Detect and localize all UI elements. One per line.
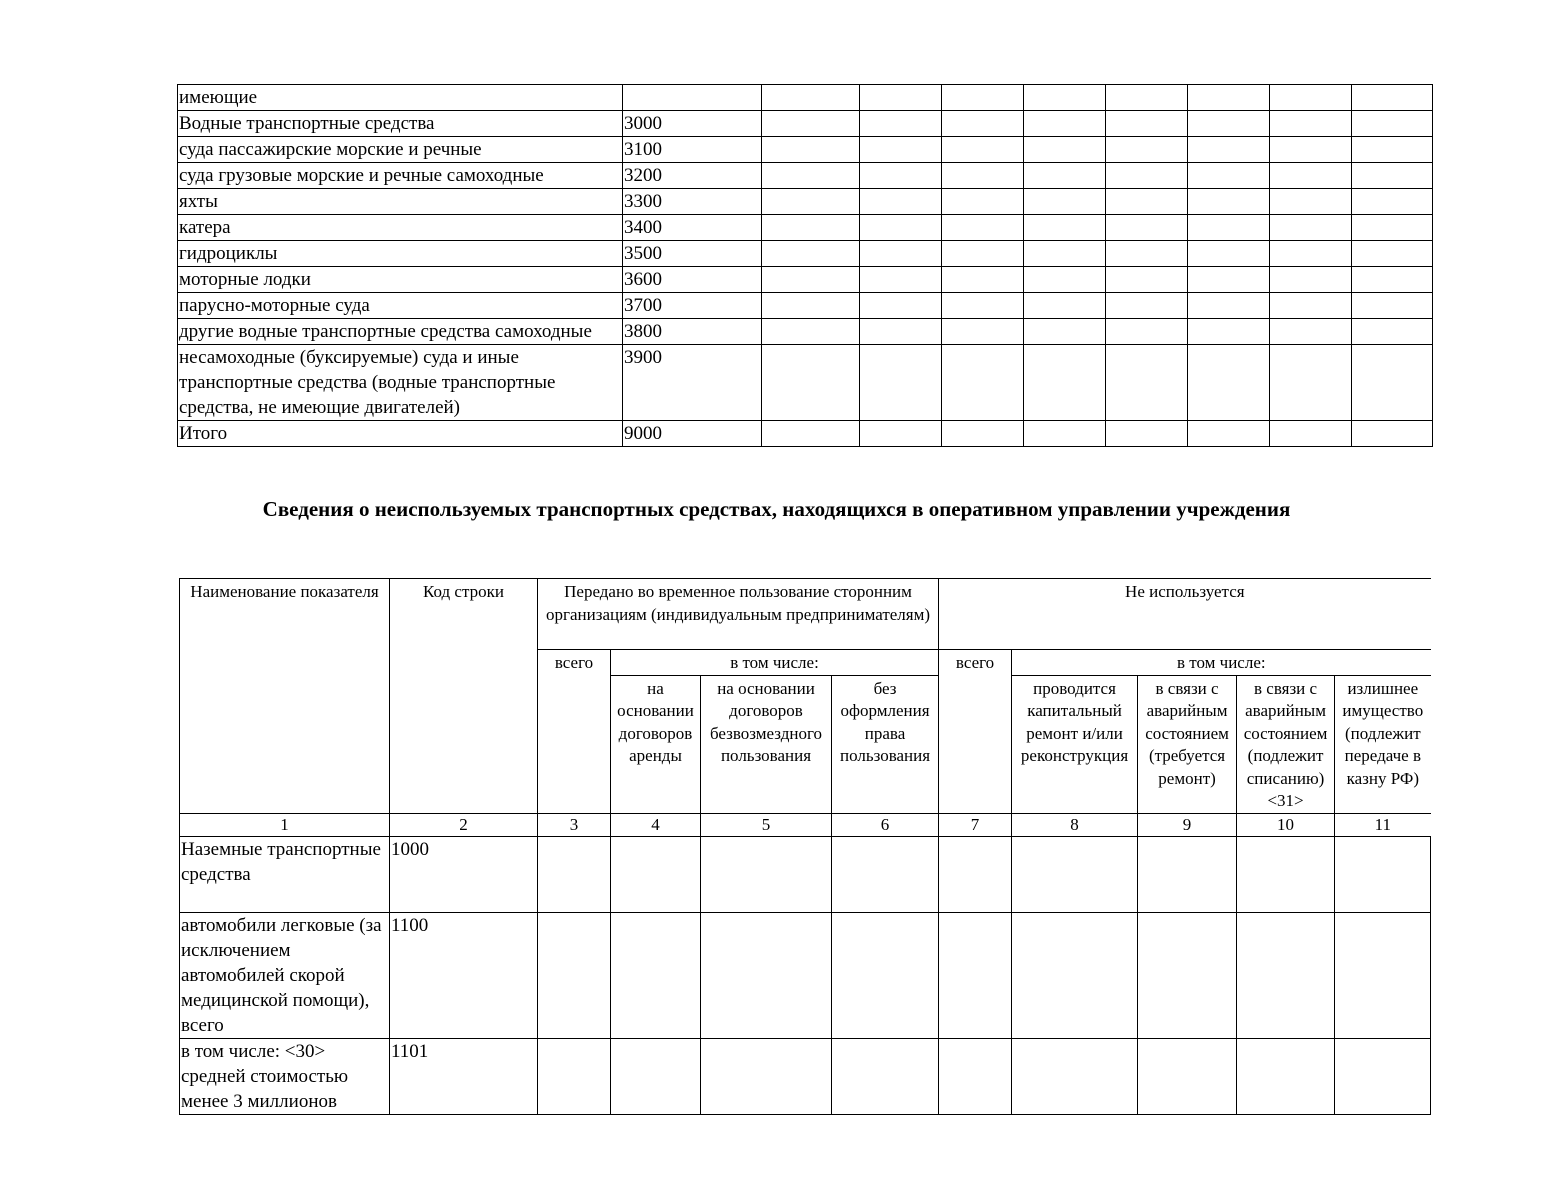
data-cell [611,912,701,1038]
data-cell [1188,319,1270,345]
data-cell [1024,189,1106,215]
data-cell [1024,215,1106,241]
table-row [180,912,1431,1038]
data-cell [762,215,860,241]
data-cell [939,1038,1012,1114]
data-cell [1024,319,1106,345]
data-cell [1012,912,1138,1038]
row-name: Водные транспортные средства [178,111,623,137]
data-cell [762,319,860,345]
data-cell [1270,111,1352,137]
data-cell [762,241,860,267]
data-cell [1106,137,1188,163]
row-code: 3600 [623,267,762,293]
data-cell [1270,293,1352,319]
data-cell [860,85,942,111]
row-name: гидроциклы [178,241,623,267]
header-no-rights: без оформления права пользования [832,675,939,813]
data-cell [762,421,860,447]
data-cell [1106,319,1188,345]
header-free-use: на основании договоров безвозмездного пользования [701,675,832,813]
column-number: 9 [1138,813,1237,836]
data-cell [860,111,942,137]
data-cell [1024,241,1106,267]
data-cell [1270,421,1352,447]
column-number: 2 [390,813,538,836]
data-cell [832,836,939,912]
header-lease: на основании договоров аренды [611,675,701,813]
data-cell [860,421,942,447]
data-cell [701,836,832,912]
data-cell [1106,241,1188,267]
data-cell [762,111,860,137]
data-cell [860,215,942,241]
section-title: Сведения о неиспользуемых транспортных средствах, находящихся в оперативном управлении учреждения [262,497,1291,521]
data-cell [1188,163,1270,189]
data-cell [1270,215,1352,241]
data-cell [1106,163,1188,189]
data-cell [701,912,832,1038]
data-cell [942,137,1024,163]
data-cell [762,137,860,163]
data-cell [1138,836,1237,912]
row-name: несамоходные (буксируемые) суда и иные транспортные средства (водные транспортные средства, не имеющие двигателей) [178,345,623,421]
table-row [178,163,1433,189]
data-cell [1237,1038,1335,1114]
header-total: всего [538,650,611,814]
data-cell [1106,345,1188,421]
data-cell [1335,912,1431,1038]
table-row [178,215,1433,241]
data-cell [1270,241,1352,267]
row-name: суда пассажирские морские и речные [178,137,623,163]
data-cell [1106,111,1188,137]
row-name: в том числе: <30> средней стоимостью менее 3 миллионов [180,1038,390,1114]
data-cell [942,215,1024,241]
data-cell [832,1038,939,1114]
header-repair: проводится капитальный ремонт и/или реконструкция [1012,675,1138,813]
header-name: Наименование показателя [180,579,390,814]
data-cell [1106,293,1188,319]
data-cell [860,241,942,267]
table-row [178,319,1433,345]
row-code: 1100 [390,912,538,1038]
data-cell [1188,293,1270,319]
data-cell [1270,189,1352,215]
data-cell [1188,189,1270,215]
data-cell [832,912,939,1038]
data-cell [942,421,1024,447]
data-cell [860,319,942,345]
data-cell [1188,345,1270,421]
data-cell [860,189,942,215]
data-cell [1024,345,1106,421]
table-row [178,85,1433,111]
header-surplus: излишнее имущество (подлежит передаче в казну РФ) [1335,675,1431,813]
data-cell [1024,293,1106,319]
data-cell [1188,111,1270,137]
row-code: 3500 [623,241,762,267]
row-name: другие водные транспортные средства самоходные [178,319,623,345]
data-cell [1270,345,1352,421]
data-cell [942,163,1024,189]
data-cell [762,163,860,189]
table-row [178,111,1433,137]
data-cell [538,836,611,912]
table-row [180,836,1431,912]
data-cell [942,267,1024,293]
row-name: автомобили легковые (за исключением автомобилей скорой медицинской помощи), всего [180,912,390,1038]
data-cell [538,1038,611,1114]
header-including: в том числе: [611,650,939,676]
table-row [178,137,1433,163]
data-cell [1106,421,1188,447]
data-cell [1352,189,1433,215]
data-cell [1012,1038,1138,1114]
row-code: 9000 [623,421,762,447]
data-cell [1352,293,1433,319]
data-cell [611,1038,701,1114]
data-cell [701,1038,832,1114]
data-cell [762,267,860,293]
column-number: 8 [1012,813,1138,836]
data-cell [1188,241,1270,267]
data-cell [1352,137,1433,163]
column-number: 1 [180,813,390,836]
water-transport-table [177,84,1433,447]
data-cell [1237,912,1335,1038]
table-row [178,421,1433,447]
row-code: 3000 [623,111,762,137]
column-number: 5 [701,813,832,836]
data-cell [1024,421,1106,447]
data-cell [1335,836,1431,912]
row-code: 1101 [390,1038,538,1114]
row-code: 3700 [623,293,762,319]
row-name: парусно-моторные суда [178,293,623,319]
data-cell [1138,1038,1237,1114]
row-name: моторные лодки [178,267,623,293]
table-row [180,1038,1431,1114]
row-code [623,85,762,111]
data-cell [1352,267,1433,293]
data-cell [538,912,611,1038]
data-cell [939,912,1012,1038]
row-code: 3300 [623,189,762,215]
table-row [178,189,1433,215]
data-cell [1138,912,1237,1038]
table-row [178,345,1433,421]
column-number: 10 [1237,813,1335,836]
data-cell [942,189,1024,215]
data-cell [860,345,942,421]
data-cell [1335,1038,1431,1114]
header-row [180,579,1431,650]
data-cell [860,293,942,319]
data-cell [1352,345,1433,421]
row-name: яхты [178,189,623,215]
table-row [178,241,1433,267]
data-cell [762,85,860,111]
data-cell [939,836,1012,912]
unused-vehicles-table [179,578,1431,1115]
table-row [178,293,1433,319]
data-cell [1188,137,1270,163]
table-row [178,267,1433,293]
data-cell [1024,111,1106,137]
data-cell [1024,163,1106,189]
column-numbers-row [180,813,1431,836]
data-cell [1352,163,1433,189]
data-cell [942,345,1024,421]
data-cell [1237,836,1335,912]
data-cell [942,241,1024,267]
data-cell [611,836,701,912]
row-name: Итого [178,421,623,447]
header-code: Код строки [390,579,538,814]
header-including: в том числе: [1012,650,1431,676]
data-cell [1352,421,1433,447]
row-name: Наземные транспортные средства [180,836,390,912]
data-cell [1024,85,1106,111]
header-not-used: Не используется [939,579,1431,650]
column-number: 11 [1335,813,1431,836]
data-cell [942,319,1024,345]
data-cell [1188,215,1270,241]
data-cell [942,85,1024,111]
data-cell [1270,319,1352,345]
data-cell [1352,319,1433,345]
data-cell [942,111,1024,137]
data-cell [1352,241,1433,267]
data-cell [762,189,860,215]
data-cell [1270,137,1352,163]
column-number: 6 [832,813,939,836]
row-code: 1000 [390,836,538,912]
row-name: имеющие [178,85,623,111]
data-cell [860,137,942,163]
data-cell [1352,111,1433,137]
header-transferred: Передано во временное пользование сторонним организациям (индивидуальным предпринимателям) [538,579,939,650]
data-cell [1188,267,1270,293]
data-cell [942,293,1024,319]
data-cell [1024,267,1106,293]
row-code: 3200 [623,163,762,189]
row-code: 3400 [623,215,762,241]
header-total: всего [939,650,1012,814]
column-number: 3 [538,813,611,836]
data-cell [762,293,860,319]
data-cell [1106,215,1188,241]
data-cell [1188,85,1270,111]
column-number: 7 [939,813,1012,836]
data-cell [1352,215,1433,241]
data-cell [1024,137,1106,163]
data-cell [1270,163,1352,189]
row-code: 3800 [623,319,762,345]
data-cell [1106,85,1188,111]
data-cell [860,163,942,189]
data-cell [1012,836,1138,912]
data-cell [1106,267,1188,293]
data-cell [1270,85,1352,111]
row-code: 3100 [623,137,762,163]
row-name: катера [178,215,623,241]
data-cell [1106,189,1188,215]
data-cell [1270,267,1352,293]
data-cell [762,345,860,421]
header-emergency-writeoff: в связи с аварийным состоянием (подлежит списанию) <31> [1237,675,1335,813]
row-code: 3900 [623,345,762,421]
header-emergency-repair: в связи с аварийным состоянием (требуется ремонт) [1138,675,1237,813]
column-number: 4 [611,813,701,836]
data-cell [860,267,942,293]
data-cell [1352,85,1433,111]
data-cell [1188,421,1270,447]
row-name: суда грузовые морские и речные самоходные [178,163,623,189]
